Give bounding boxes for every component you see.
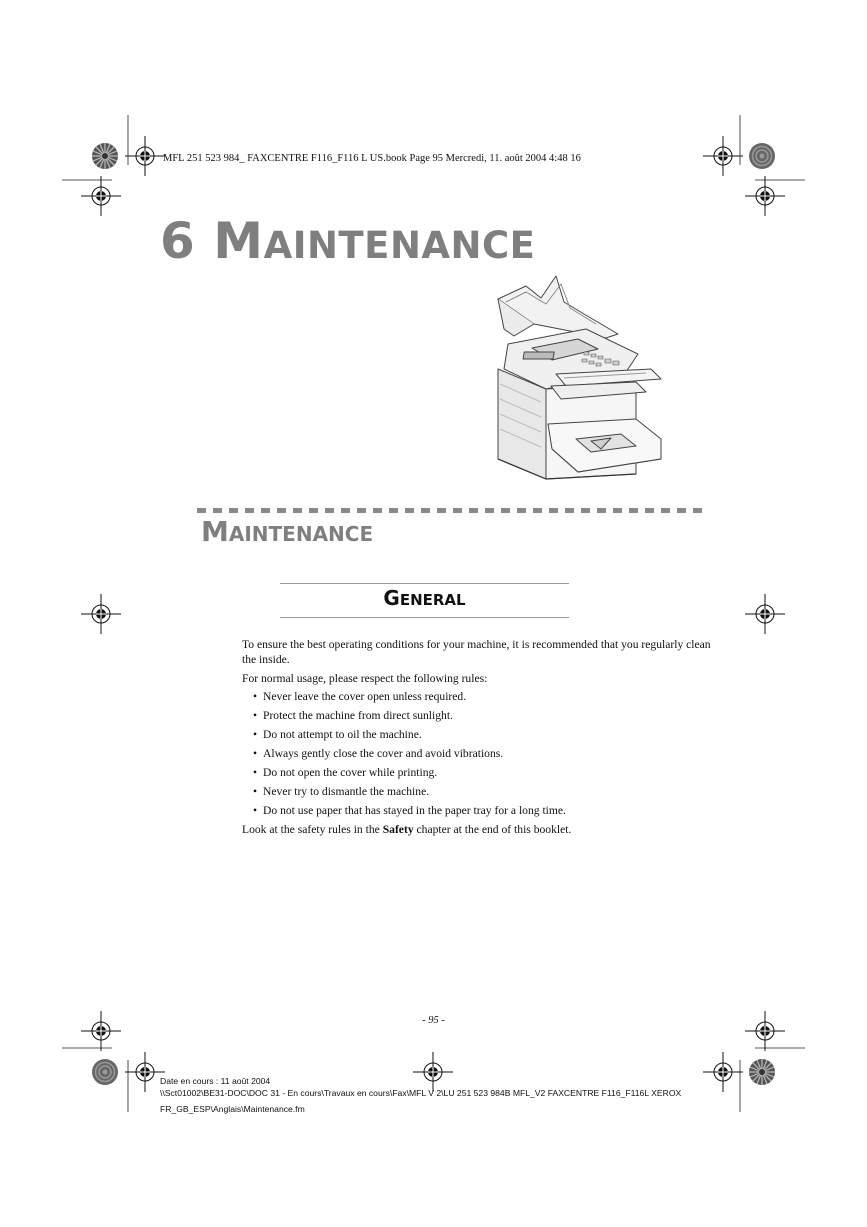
intro-paragraph: To ensure the best operating conditions for your machine, it is recommended that you regularly clean the inside. <box>242 638 711 666</box>
safety-chapter-reference: Safety <box>382 823 414 836</box>
footer-file: FR_GB_ESP\Anglais\Maintenance.fm <box>160 1104 305 1114</box>
footer-date: Date en cours : 11 août 2004 <box>160 1076 271 1086</box>
list-item: • Protect the machine from direct sunlight. <box>253 709 453 722</box>
radial-wheel-icon <box>91 142 119 170</box>
closing-text-after: chapter at the end of this booklet. <box>413 823 572 836</box>
list-item-text: Protect the machine from direct sunlight. <box>263 709 453 722</box>
fax-machine-illustration <box>486 274 666 494</box>
list-item: • Do not open the cover while printing. <box>253 766 438 779</box>
subsection-title <box>280 586 569 610</box>
section-title-initial: M <box>201 515 229 548</box>
list-item: • Do not use paper that has stayed in the paper tray for a long time. <box>253 804 566 817</box>
subsection-rule-bottom <box>280 617 569 618</box>
chapter-title-rest: AINTENANCE <box>263 224 536 267</box>
chapter-number: 6 <box>160 212 196 270</box>
list-item: • Never try to dismantle the machine. <box>253 785 430 798</box>
list-item: • Do not attempt to oil the machine. <box>253 728 422 741</box>
footer-path: \\Sct01002\BE31-DOC\DOC 31 - En cours\Travaux en cours\Fax\MFL V 2\LU 251 523 984B MFL_V2 FAXCENTRE F116_F116L XEROX <box>160 1087 682 1098</box>
list-item-text: Do not attempt to oil the machine. <box>263 728 422 741</box>
chapter-title-initial: M <box>213 212 264 270</box>
dashed-divider <box>197 508 704 513</box>
list-item: • Never leave the cover open unless required. <box>253 690 467 703</box>
radial-wheel-icon <box>748 142 776 170</box>
closing-paragraph <box>242 822 717 837</box>
crosshair-circle-icon <box>81 594 121 634</box>
list-item-text: Never try to dismantle the machine. <box>263 785 430 798</box>
crosshair-circle-icon <box>745 594 785 634</box>
crosshair-circle-icon <box>703 1052 743 1092</box>
footer <box>160 1076 681 1116</box>
closing-text-before: Look at the safety rules in the <box>242 823 383 836</box>
rules-list <box>242 689 717 818</box>
crosshair-circle-icon <box>81 176 121 216</box>
chapter-title <box>160 212 535 270</box>
list-item-text: Do not use paper that has stayed in the paper tray for a long time. <box>263 804 566 817</box>
subsection-title-initial: G <box>383 586 400 610</box>
radial-wheel-icon <box>91 1058 119 1086</box>
list-item: • Always gently close the cover and avoid vibrations. <box>253 747 504 760</box>
list-item-text: Do not open the cover while printing. <box>263 766 438 779</box>
body-text <box>242 637 717 841</box>
list-item-text: Always gently close the cover and avoid vibrations. <box>263 747 504 760</box>
crosshair-circle-icon <box>703 136 743 176</box>
section-title <box>201 515 373 548</box>
rules-intro: For normal usage, please respect the following rules: <box>242 671 488 685</box>
crosshair-circle-icon <box>745 176 785 216</box>
radial-wheel-icon <box>748 1058 776 1086</box>
page-number: - 95 - <box>422 1015 445 1026</box>
subsection-title-rest: ENERAL <box>399 591 466 609</box>
list-item-text: Never leave the cover open unless required. <box>263 690 467 703</box>
crosshair-circle-icon <box>125 136 165 176</box>
crosshair-circle-icon <box>125 1052 165 1092</box>
book-header-line: MFL 251 523 984_ FAXCENTRE F116_F116 L US.book Page 95 Mercredi, 11. août 2004 4:48 16 <box>163 153 581 164</box>
subsection-rule-top <box>280 583 569 584</box>
section-title-rest: AINTENANCE <box>228 522 374 546</box>
